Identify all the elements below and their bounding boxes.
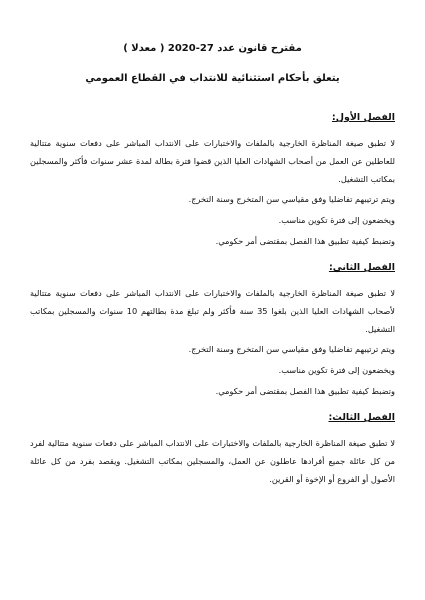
document-subtitle: يتعلق بأحكام استثنائية للانتداب في القطاع العمومي <box>85 73 340 84</box>
chapter-1-paragraph-4: وتضبط كيفية تطبيق هذا الفصل بمقتضى أمر حكومي. <box>215 236 395 246</box>
chapter-3-paragraph-1: لا تطبق صيغة المناظرة الخارجية بالملفات والاختبارات على الانتداب المباشر على دفعات سنوية متتالية لفرد من كل عائلة جميع أفرادها عاطلون عن العمل، والمسجلين بمكاتب التشغيل. ويقصد بفرد من كل عائلة الأصول أو الفروع أو الإخوة أو القرين. <box>30 438 395 484</box>
chapter-2 <box>30 261 395 399</box>
chapter-1-paragraph-3: ويخضعون إلى فترة تكوين مناسب. <box>278 215 395 225</box>
chapter-3 <box>30 411 395 488</box>
chapter-3-heading: الفصل الثالث: <box>328 412 395 423</box>
chapter-1-paragraph-1: لا تطبق صيغة المناظرة الخارجية بالملفات والاختبارات على الانتداب المباشر على دفعات سنوية متتالية للعاطلين عن العمل من أصحاب الشهادات العليا الذين قضوا فترة بطالة لمدة عشر سنوات فأكثر والمسجلين بمكاتب التشغيل. <box>30 138 395 184</box>
chapter-2-paragraph-4: وتضبط كيفية تطبيق هذا الفصل بمقتضى أمر حكومي. <box>215 386 395 396</box>
chapter-1-heading: الفصل الأول: <box>331 112 395 123</box>
chapter-1 <box>30 111 395 249</box>
chapter-2-heading: الفصل الثاني: <box>328 262 395 273</box>
chapter-2-paragraph-2: ويتم ترتيبهم تفاضليا وفق مقياسي سن المتخرج وسنة التخرج. <box>188 344 395 354</box>
chapter-2-paragraph-3: ويخضعون إلى فترة تكوين مناسب. <box>278 365 395 375</box>
chapter-2-paragraph-1: لا تطبق صيغة المناظرة الخارجية بالملفات والاختبارات على الانتداب المباشر على دفعات سنوية متتالية لأصحاب الشهادات العليا الذين بلغوا 35 سنة فأكثر ولم تبلغ مدة بطالتهم 10 سنوات والمسجلين بمكاتب التشغيل. <box>30 288 395 334</box>
document-title: مقترح قانون عدد 27-2020 ( معدلا ) <box>123 43 302 54</box>
chapter-1-paragraph-2: ويتم ترتيبهم تفاضليا وفق مقياسي سن المتخرج وسنة التخرج. <box>188 194 395 204</box>
